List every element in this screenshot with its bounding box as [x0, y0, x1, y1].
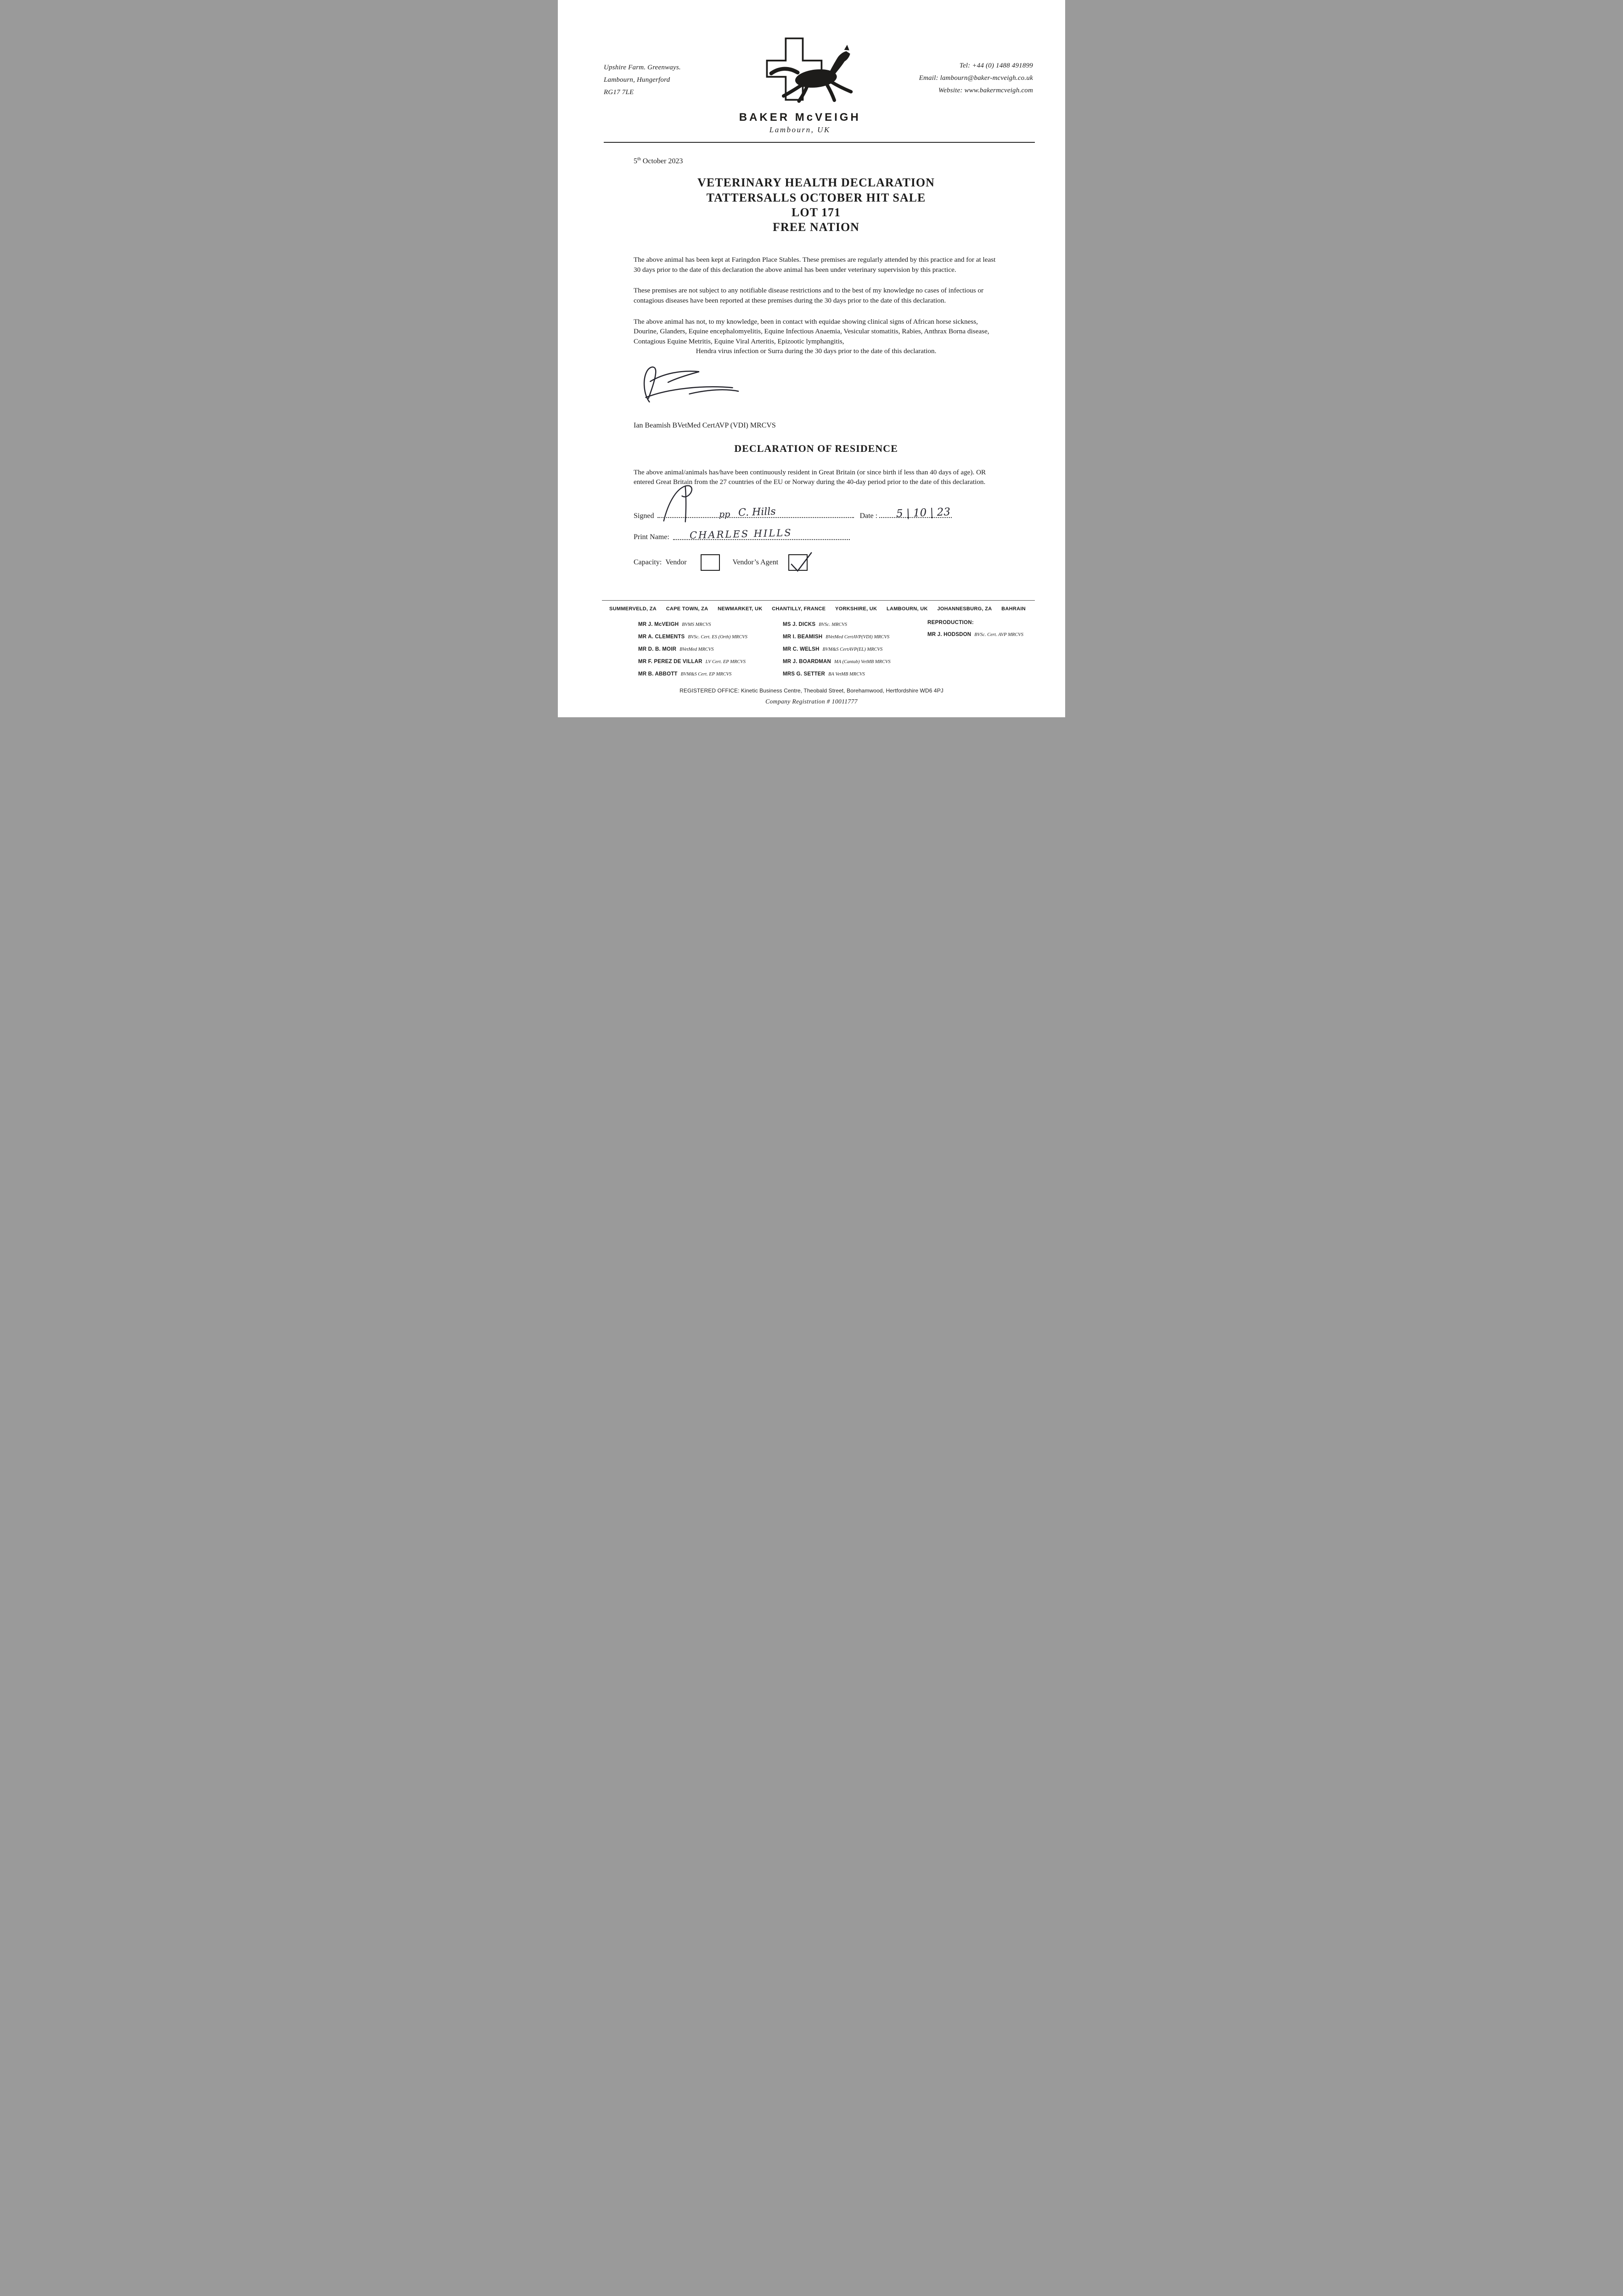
staff-member: MR I. BEAMISH BVetMed CertAVP(VDI) MRCVS [783, 634, 890, 640]
phone-line: Tel: +44 (0) 1488 491899 [959, 62, 1033, 69]
location-item: SUMMERVELD, ZA [609, 606, 657, 612]
agent-option-label: Vendor’s Agent [732, 558, 779, 567]
vendor-checkbox [701, 554, 720, 571]
handwritten-date: 5 | 10 | 23 [896, 506, 951, 520]
logo-wordmark: BAKER McVEIGH [739, 111, 861, 124]
vet-signature-ink [636, 363, 744, 405]
cross-and-horse-icon [742, 36, 857, 108]
handwritten-signed-name: C. Hills [738, 506, 776, 519]
declaration-title [634, 175, 999, 235]
location-item: CAPE TOWN, ZA [666, 606, 708, 612]
location-item: JOHANNESBURG, ZA [937, 606, 992, 612]
practice-locations [558, 606, 1065, 612]
staff-member: MR J. BOARDMAN MA (Cantab) VetMB MRCVS [783, 659, 891, 664]
address-line: Upshire Farm. Greenways. [604, 64, 681, 71]
date-rest: October 2023 [640, 157, 683, 165]
staff-member: MR B. ABBOTT BVM&S Cert. EP MRCVS [638, 671, 732, 677]
staff-member: MR A. CLEMENTS BVSc. Cert. ES (Orth) MRCVS [638, 634, 747, 640]
tick-mark-icon [789, 550, 814, 574]
staff-member: MS J. DICKS BVSc. MRCVS [783, 622, 848, 627]
staff-column-1 [638, 620, 783, 682]
staff-member: MR J. McVEIGH BVMS MRCVS [638, 622, 711, 627]
date-suffix: th [637, 157, 641, 162]
paragraph-diseases-tail: Hendra virus infection or Surra during the 30 days prior to the date of this declaration. [696, 347, 937, 355]
practice-address [604, 62, 681, 135]
vet-name: Ian Beamish BVetMed CertAVP (VDI) MRCVS [634, 421, 776, 429]
paragraph-kept-at: The above animal has been kept at Faringdon Place Stables. These premises are regularly attended by this practice and for at least 30 days prior to the date of this declaration the above animal has been under veterinary supervision by this practice. [634, 256, 996, 274]
paragraph-diseases: The above animal has not, to my knowledge, been in contact with equidae showing clinical signs of African horse sickness, Dourine, Glanders, Equine encephalomyelitis, Equine Infectious Anaemia, Vesicular stomatitis, Rabies, Anthrax Borna disease, Contagious Equine Metritis, Equine Viral Arteritis, Epizootic lymphangitis, [634, 317, 989, 345]
date-label: Date : [859, 512, 878, 520]
letter-body [558, 157, 1065, 571]
reproduction-title: REPRODUCTION: [927, 620, 974, 625]
handwritten-print-name: CHARLES HILLS [689, 527, 792, 541]
vendor-option-label: Vendor [665, 558, 687, 567]
email-line: Email: lambourn@baker-mcveigh.co.uk [919, 74, 1033, 82]
location-item: BAHRAIN [1001, 606, 1026, 612]
company-registration: Company Registration # 10011777 [765, 698, 858, 705]
signed-row [634, 506, 999, 520]
staff-column-2 [783, 620, 927, 682]
handwritten-pp: pp [719, 509, 730, 520]
location-item: LAMBOURN, UK [886, 606, 928, 612]
footer [558, 600, 1065, 705]
capacity-label: Capacity: [634, 558, 662, 567]
registered-office: REGISTERED OFFICE: Kinetic Business Centre, Theobald Street, Borehamwood, Hertfordshire WD6 4PJ [680, 687, 943, 694]
paragraph-premises: These premises are not subject to any notifiable disease restrictions and to the best of my knowledge no cases of infectious or contagious diseases have been reported at these premises during the 30 days prior to the date of this declaration. [634, 287, 984, 304]
document-page [558, 0, 1065, 717]
agent-checkbox [788, 554, 808, 571]
staff-column-reproduction [927, 620, 1047, 682]
date-day: 5 [634, 157, 637, 165]
location-item: CHANTILLY, FRANCE [772, 606, 826, 612]
signed-label: Signed [634, 512, 654, 520]
header-divider [604, 142, 1035, 143]
footer-divider [602, 600, 1035, 601]
title-line-1: VETERINARY HEALTH DECLARATION [697, 176, 935, 190]
agent-signature-ink [660, 484, 708, 523]
capacity-row [634, 554, 999, 571]
title-line-4: FREE NATION [773, 220, 859, 234]
staff-member: MR F. PEREZ DE VILLAR LV Cert. EP MRCVS [638, 659, 746, 664]
contact-block [919, 60, 1033, 135]
staff-member: MR D. B. MOIR BVetMed MRCVS [638, 647, 714, 652]
address-line: RG17 7LE [604, 89, 634, 96]
address-line: Lambourn, Hungerford [604, 76, 670, 84]
title-line-2: TATTERSALLS OCTOBER HIT SALE [706, 191, 926, 204]
letter-date [634, 157, 999, 165]
location-item: NEWMARKET, UK [718, 606, 763, 612]
print-name-row [634, 527, 999, 541]
website-line: Website: www.bakermcveigh.com [938, 87, 1033, 94]
title-line-3: LOT 171 [792, 205, 841, 219]
staff-member: MRS G. SETTER BA VetMB MRCVS [783, 671, 865, 677]
staff-directory [558, 620, 1065, 682]
residence-title: DECLARATION OF RESIDENCE [734, 442, 898, 454]
staff-member: MR C. WELSH BVM&S CertAVP(EL) MRCVS [783, 647, 883, 652]
letterhead [558, 0, 1065, 135]
staff-member: MR J. HODSDON BVSc. Cert. AVP MRCVS [927, 632, 1023, 637]
location-item: YORKSHIRE, UK [835, 606, 877, 612]
practice-logo [736, 36, 864, 135]
print-name-label: Print Name: [634, 533, 669, 541]
paragraph-residence: The above animal/animals has/have been continuously resident in Great Britain (or since birth if less than 40 days of age). OR entered Great Britain from the 27 countries of the EU or Norway during the 40-day period prior to the date of this declaration. [634, 468, 986, 486]
logo-location: Lambourn, UK [769, 125, 831, 134]
